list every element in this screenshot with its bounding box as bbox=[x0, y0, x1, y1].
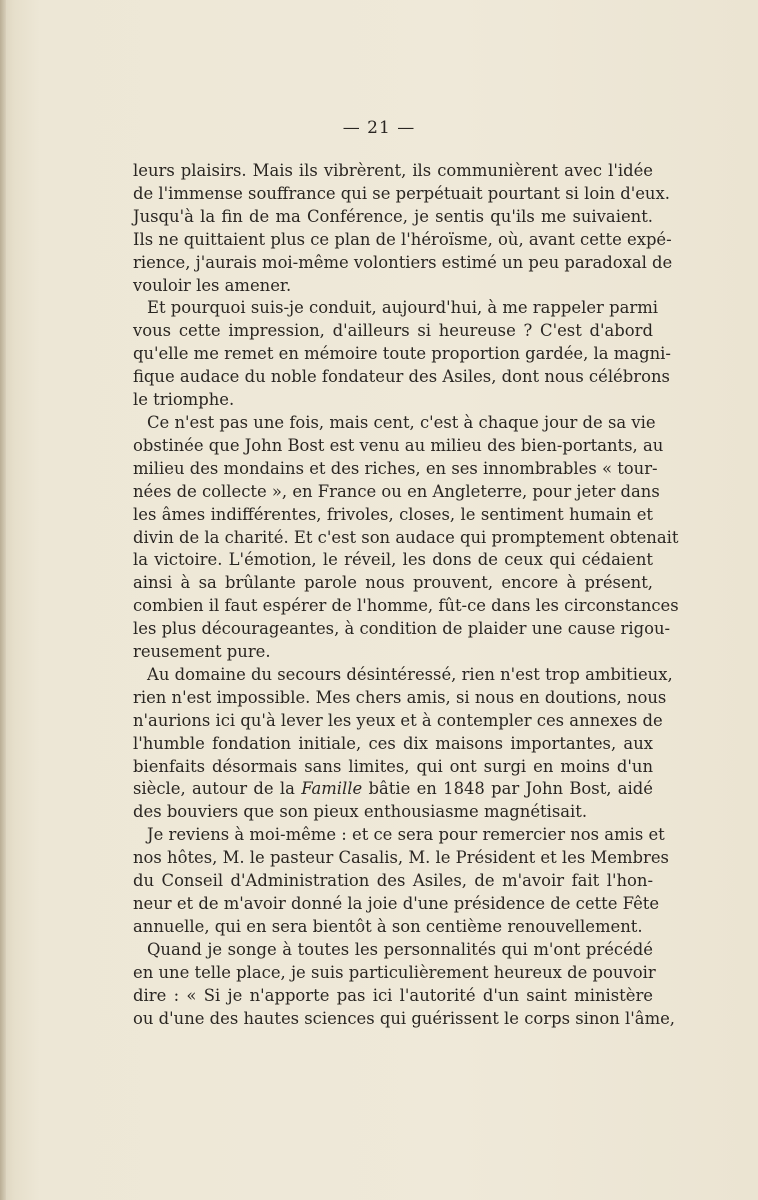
text-line: Quand je songe à toutes les personnalités qui m'ont précédé bbox=[147, 939, 653, 959]
paragraph bbox=[133, 824, 669, 939]
text-line: l'humble fondation initiale, ces dix maisons importantes, aux bbox=[133, 733, 653, 753]
text-line: le triomphe. bbox=[133, 390, 235, 410]
body-text bbox=[133, 160, 679, 1030]
text-line: siècle, autour de la Famille bâtie en 1848 par John Bost, aidé bbox=[133, 779, 653, 799]
text-line: reusement pure. bbox=[133, 642, 271, 662]
text-line: rien n'est impossible. Mes chers amis, si nous en doutions, nous bbox=[133, 687, 667, 707]
text-line: de l'immense souffrance qui se perpétuait pourtant si loin d'eux. bbox=[133, 183, 670, 203]
text-line: n'aurions ici qu'à lever les yeux et à contempler ces annexes de bbox=[133, 710, 663, 730]
text-line: milieu des mondains et des riches, en ses innombrables « tour- bbox=[133, 458, 658, 478]
text-line: vouloir les amener. bbox=[133, 275, 292, 295]
text-line: divin de la charité. Et c'est son audace qui promptement obtenait bbox=[133, 527, 679, 547]
text-line: en une telle place, je suis particulièrement heureux de pouvoir bbox=[133, 962, 656, 982]
text-line: Je reviens à moi-même : et ce sera pour remercier nos amis et bbox=[147, 825, 665, 845]
text-line: neur et de m'avoir donné la joie d'une présidence de cette Fête bbox=[133, 894, 660, 913]
text-line: la victoire. L'émotion, le réveil, les dons de ceux qui cédaient bbox=[133, 550, 653, 570]
page-spine-shadow bbox=[0, 0, 6, 1200]
text-line: Et pourquoi suis-je conduit, aujourd'hui, à me rappeler parmi bbox=[147, 298, 658, 318]
text-line: Au domaine du secours désintéressé, rien n'est trop ambitieux, bbox=[147, 664, 673, 684]
text-line: annuelle, qui en sera bientôt à son centième renouvellement. bbox=[133, 916, 643, 936]
paragraph bbox=[133, 160, 673, 297]
paragraph bbox=[133, 297, 671, 412]
text-line: vous cette impression, d'ailleurs si heureuse ? C'est d'abord bbox=[133, 321, 653, 341]
text-line: obstinée que John Bost est venu au milieu des bien-portants, au bbox=[133, 435, 664, 455]
text-line: leurs plaisirs. Mais ils vibrèrent, ils communièrent avec l'idée bbox=[133, 161, 653, 180]
text-line: rience, j'aurais moi-même volontiers estimé un peu paradoxal de bbox=[133, 252, 673, 272]
text-line: bienfaits désormais sans limites, qui ont surgi en moins d'un bbox=[133, 756, 653, 776]
text-line: Ce n'est pas une fois, mais cent, c'est à chaque jour de sa vie bbox=[147, 412, 656, 432]
text-line: Jusqu'à la fin de ma Conférence, je sentis qu'ils me suivaient. bbox=[133, 206, 653, 226]
page-number: — 21 — bbox=[342, 118, 416, 138]
text-line: fique audace du noble fondateur des Asiles, dont nous célébrons bbox=[133, 367, 670, 387]
text-line: nos hôtes, M. le pasteur Casalis, M. le Président et les Membres bbox=[133, 848, 669, 868]
paragraph bbox=[133, 412, 679, 664]
paragraph bbox=[133, 939, 676, 1031]
text-line: des bouviers que son pieux enthousiasme magnétisait. bbox=[133, 802, 588, 822]
text-line: dire : « Si je n'apporte pas ici l'autorité d'un saint ministère bbox=[133, 985, 653, 1005]
text-line: ainsi à sa brûlante parole nous prouvent, encore à présent, bbox=[133, 573, 653, 593]
text-line: qu'elle me remet en mémoire toute proportion gardée, la magni- bbox=[133, 344, 671, 364]
paragraph bbox=[133, 664, 673, 824]
text-line: nées de collecte », en France ou en Angleterre, pour jeter dans bbox=[133, 481, 660, 501]
text-line: combien il faut espérer de l'homme, fût-ce dans les circonstances bbox=[133, 596, 679, 616]
text-line: les âmes indifférentes, frivoles, closes, le sentiment humain et bbox=[133, 504, 653, 524]
text-line: Ils ne quittaient plus ce plan de l'héroïsme, où, avant cette expé- bbox=[133, 229, 672, 249]
text-line: du Conseil d'Administration des Asiles, de m'avoir fait l'hon- bbox=[133, 871, 653, 891]
text-line: ou d'une des hautes sciences qui guérissent le corps sinon l'âme, bbox=[133, 1008, 676, 1028]
text-line: les plus décourageantes, à condition de plaider une cause rigou- bbox=[133, 619, 671, 639]
